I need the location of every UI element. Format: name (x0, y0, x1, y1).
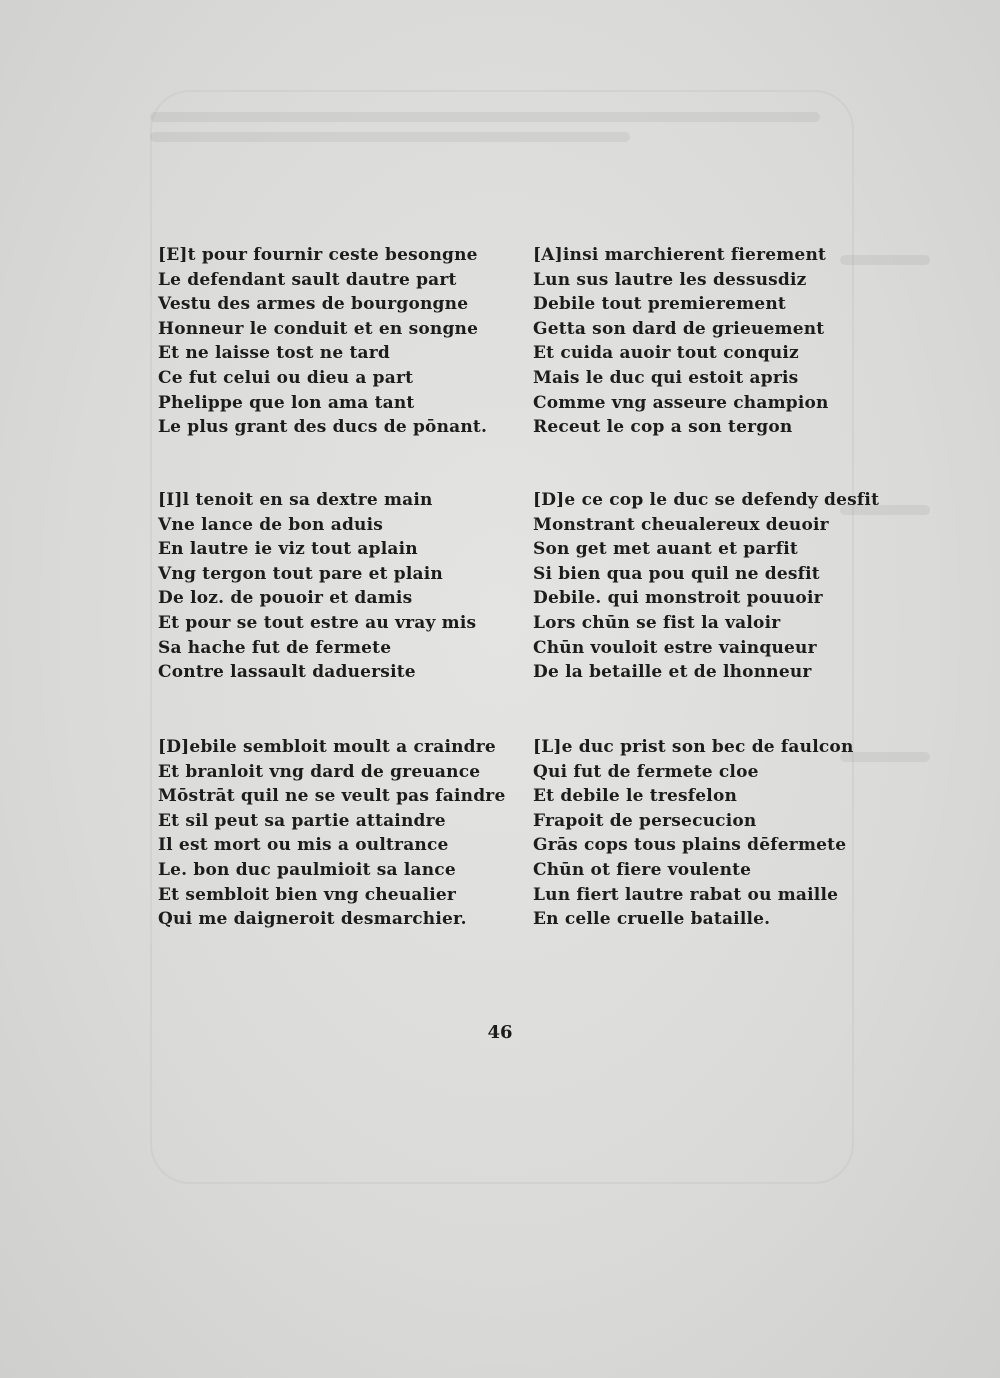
verse-line: Le plus grant des ducs de pōnant. (158, 417, 488, 438)
verse-line: Phelippe que lon ama tant (158, 392, 415, 413)
bleed-through-line (840, 255, 930, 265)
verse-line: [E]t pour fournir ceste besongne (158, 245, 478, 265)
verse-line: Mōstrāt quil ne se veult pas faindre (158, 786, 506, 807)
verse-line: Lun sus lautre les dessusdiz (533, 269, 807, 290)
verse-line: Qui fut de fermete cloe (533, 761, 759, 782)
verse-line: Debile tout premierement (533, 294, 786, 315)
verse-line: Frapoit de persecucion (533, 810, 757, 831)
stanza-1 (158, 243, 487, 440)
stanza-2 (533, 243, 829, 440)
stanza-6 (533, 735, 854, 932)
bleed-through-line (150, 132, 630, 142)
stanza-5 (158, 735, 505, 932)
page-number: 46 (487, 1022, 513, 1043)
verse-line: De la betaille et de lhonneur (533, 662, 812, 683)
verse-line: [D]ebile sembloit moult a craindre (158, 737, 496, 757)
verse-line: Lun fiert lautre rabat ou maille (533, 884, 839, 905)
verse-line: Ce fut celui ou dieu a part (158, 367, 414, 388)
verse-line: Grās cops tous plains dēfermete (533, 835, 847, 856)
verse-line: Chūn ot fiere voulente (533, 859, 752, 880)
verse-line: Debile. qui monstroit pouuoir (533, 588, 823, 609)
verse-line: Monstrant cheualereux deuoir (533, 514, 829, 535)
verse-line: Vestu des armes de bourgongne (158, 294, 469, 315)
verse-line: [A]insi marchierent fierement (533, 245, 827, 265)
verse-line: Vng tergon tout pare et plain (158, 563, 443, 584)
verse-line: Receut le cop a son tergon (533, 417, 793, 438)
verse-line: Honneur le conduit et en songne (158, 318, 479, 339)
bleed-through-line (150, 112, 820, 122)
verse-line: Et sembloit bien vng cheualier (158, 884, 457, 905)
verse-line: Qui me daigneroit desmarchier. (158, 909, 467, 930)
verse-line: De loz. de pouoir et damis (158, 588, 413, 609)
verse-line: Et pour se tout estre au vray mis (158, 612, 477, 633)
verse-line: En celle cruelle bataille. (533, 909, 771, 930)
stanza-4 (533, 488, 879, 685)
verse-line: Le. bon duc paulmioit sa lance (158, 859, 456, 880)
verse-line: Il est mort ou mis a oultrance (158, 835, 449, 856)
verse-line: Et ne laisse tost ne tard (158, 343, 390, 364)
verse-line: Contre lassault daduersite (158, 662, 416, 683)
stanza-3 (158, 488, 476, 685)
verse-line: [I]l tenoit en sa dextre main (158, 490, 433, 510)
verse-line: Comme vng asseure champion (533, 392, 829, 413)
verse-line: Lors chūn se fist la valoir (533, 612, 781, 633)
verse-line: Vne lance de bon aduis (158, 514, 384, 535)
verse-line: En lautre ie viz tout aplain (158, 539, 418, 560)
verse-line: Et sil peut sa partie attaindre (158, 810, 446, 831)
verse-line: Mais le duc qui estoit apris (533, 367, 799, 388)
verse-line: Chūn vouloit estre vainqueur (533, 637, 817, 658)
verse-line: Et cuida auoir tout conquiz (533, 343, 799, 364)
verse-line: Si bien qua pou quil ne desfit (533, 563, 820, 584)
verse-line: Sa hache fut de fermete (158, 637, 392, 658)
verse-line: Et debile le tresfelon (533, 786, 738, 807)
verse-line: Le defendant sault dautre part (158, 269, 457, 290)
verse-line: [D]e ce cop le duc se defendy desfit (533, 490, 880, 510)
verse-line: Getta son dard de grieuement (533, 318, 825, 339)
verse-line: Et branloit vng dard de greuance (158, 761, 481, 782)
verse-line: Son get met auant et parfit (533, 539, 798, 560)
verse-line: [L]e duc prist son bec de faulcon (533, 737, 854, 757)
